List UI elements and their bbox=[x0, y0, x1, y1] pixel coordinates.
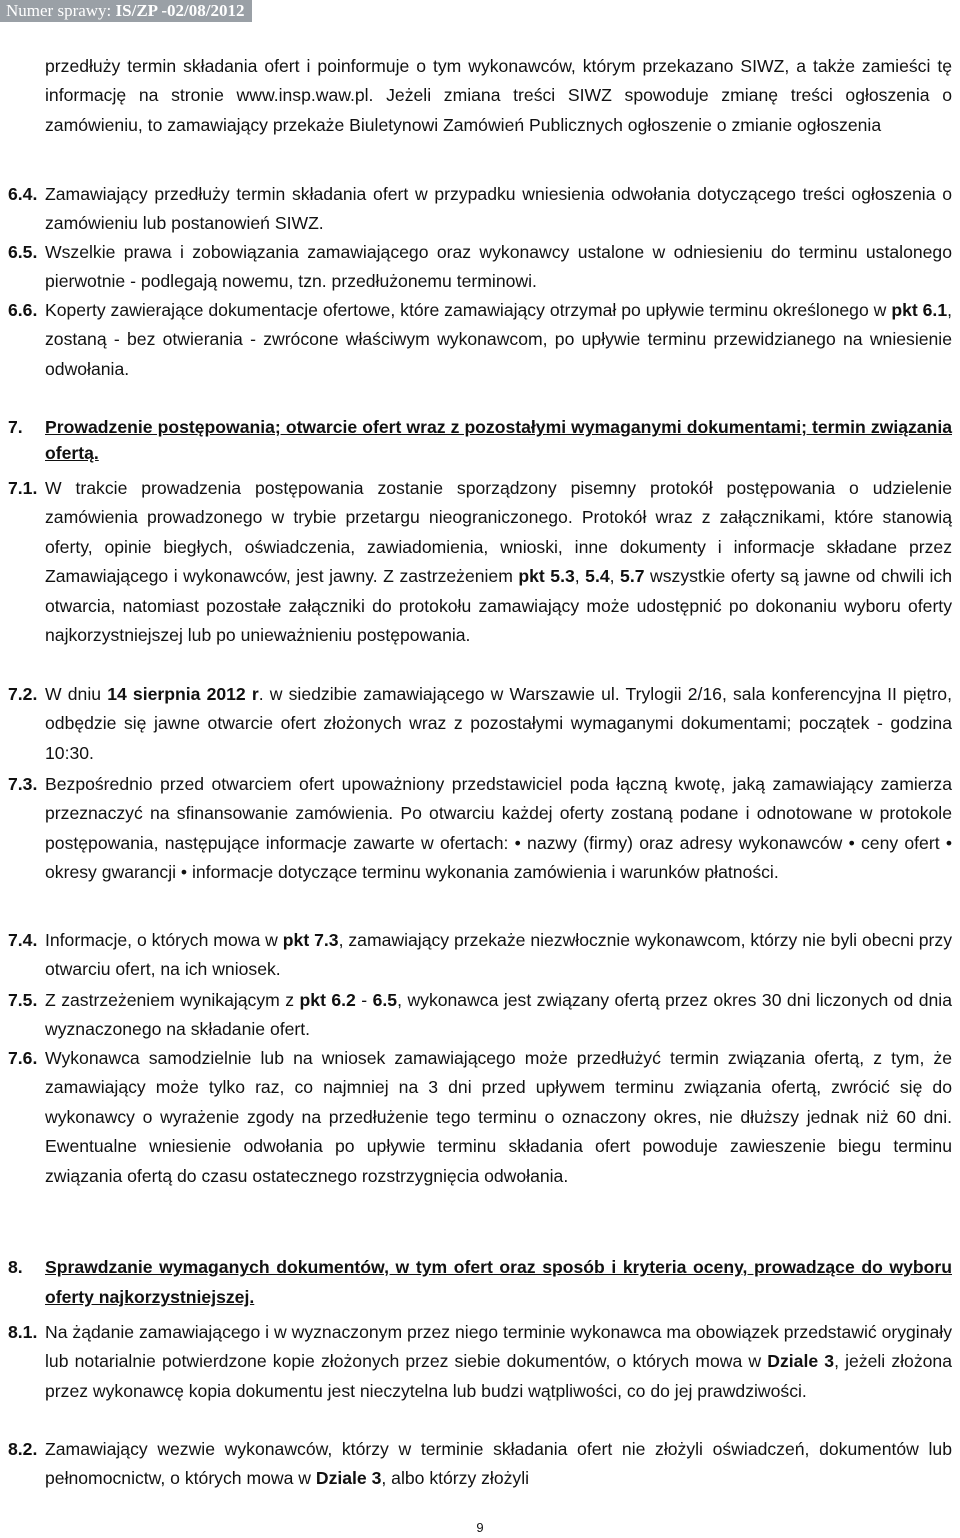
section-7-3-text: Bezpośrednio przed otwarciem ofert upoważniony przedstawiciel poda łączną kwotę, jaką zamawiający zamierza przeznaczyć na sfinansowanie zamówienia. Po otwarciu każdej oferty zostaną podane i odnotowane w protokole postępowania, następujące informacje zawarte w ofertach: • nazwy (firmy) oraz adresy wykonawców • ceny ofert • okresy gwarancji • informacje dotyczące terminu wykonania zamówienia i warunków płatności. bbox=[45, 774, 952, 883]
section-6-4-text: Zamawiający przedłuży termin składania ofert w przypadku wniesienia odwołania dotyczącego treści ogłoszenia o zamówieniu lub postanowień SIWZ. bbox=[45, 184, 952, 234]
page-number: 9 bbox=[476, 1520, 484, 1535]
paragraph-continuation: przedłuży termin składania ofert i poinformuje o tym wykonawców, którym przekazano SIWZ, a także zamieści tę informację na stronie www.insp.waw.pl. Jeżeli zmiana treści SIWZ spowoduje zmianę treści ogłoszenia o zamówieniu, to zamawiający przekaże Biuletynowi Zamówień Publicznych ogłoszenie o zmianie ogłoszenia bbox=[45, 56, 952, 135]
section-7-6-text: Wykonawca samodzielnie lub na wniosek zamawiającego może przedłużyć termin związania ofertą, z tym, że zamawiający może tylko raz, co najmniej na 3 dni przed upływem terminu związania ofertą, zwrócić się do wykonawcy o wyrażenie zgody na przedłużenie tego terminu o oznaczony okres, nie dłuższy jednak niż 60 dni. Ewentualne wniesienie odwołania po upływie terminu składania ofert powoduje zawieszenie biegu terminu związania ofertą do czasu ostatecznego rozstrzygnięcia odwołania. bbox=[45, 1048, 952, 1186]
section-8-2-text: Zamawiający wezwie wykonawców, którzy w terminie składania ofert nie złożyli oświadczeń, dokumentów lub pełnomocnictw, o których mowa w Dziale 3, albo którzy złożyli bbox=[45, 1439, 952, 1489]
section-7-5-text: Z zastrzeżeniem wynikającym z pkt 6.2 - 6.5, wykonawca jest związany ofertą przez okres 30 dni liczonych od dnia wyznaczonego na składanie ofert. bbox=[45, 990, 952, 1040]
bullet-icon: • bbox=[180, 862, 188, 883]
section-7-5-number: 7.5. bbox=[8, 990, 38, 1010]
section-7-3-number: 7.3. bbox=[8, 774, 38, 794]
section-7-heading: Prowadzenie postępowania; otwarcie ofert wraz z pozostałymi wymaganymi dokumentami; termin związania ofertą. bbox=[45, 417, 952, 463]
section-8-1-text: Na żądanie zamawiającego i w wyznaczonym przez niego terminie wykonawca ma obowiązek przedstawić oryginały lub notarialnie potwierdzone kopie złożonych przez siebie dokumentów, o których mowa w Dziale 3, jeżeli złożona przez wykonawcę kopia dokumentu jest nieczytelna lub budzi wątpliwości, co do jej prawdziwości. bbox=[45, 1322, 952, 1401]
section-7-1-number: 7.1. bbox=[8, 478, 38, 498]
section-7-1-text: W trakcie prowadzenia postępowania zostanie sporządzony pisemny protokół postępowania o udzielenie zamówienia prowadzonego w trybie przetargu nieograniczonego. Protokół wraz z załącznikami, które stanowią oferty, opinie biegłych, oświadczenia, zawiadomienia, wnioski, inne dokumenty i informacje składane przez Zamawiającego i wykonawców, jest jawny. Z zastrzeżeniem pkt 5.3, 5.4, 5.7 wszystkie oferty są jawne od chwili ich otwarcia, natomiast pozostałe załączniki do protokołu zamawiający może udostępnić po dokonaniu wyboru oferty najkorzystniejszej lub po unieważnieniu postępowania. bbox=[45, 478, 952, 646]
case-number-value: IS/ZP -02/08/2012 bbox=[115, 1, 245, 20]
section-7-4-number: 7.4. bbox=[8, 930, 38, 950]
section-7-2-text: W dniu 14 sierpnia 2012 r. w siedzibie zamawiającego w Warszawie ul. Trylogii 2/16, sala konferencyjna II piętro, odbędzie się jawne otwarcie ofert złożonych wraz z pozostałymi wymaganymi dokumentami; początek - godzina 10:30. bbox=[45, 684, 952, 763]
section-7-2-number: 7.2. bbox=[8, 684, 38, 704]
section-8-2-number: 8.2. bbox=[8, 1439, 38, 1459]
section-8-heading: Sprawdzanie wymaganych dokumentów, w tym ofert oraz sposób i kryteria oceny, prowadzące do wyboru oferty najkorzystniejszej. bbox=[45, 1257, 952, 1307]
section-6-4-number: 6.4. bbox=[8, 184, 38, 204]
section-6-5-number: 6.5. bbox=[8, 242, 38, 262]
section-6-6-text: Koperty zawierające dokumentacje ofertowe, które zamawiający otrzymał po upływie terminu określonego w pkt 6.1, zostaną - bez otwierania - zwrócone właściwym wykonawcom, po upływie terminu przewidzianego na wniesienie odwołania. bbox=[45, 300, 952, 379]
section-6-5-text: Wszelkie prawa i zobowiązania zamawiającego oraz wykonawcy ustalone w odniesieniu do terminu ustalonego pierwotnie - podlegają nowemu, tzn. przedłużonemu terminowi. bbox=[45, 242, 952, 292]
section-7-6-number: 7.6. bbox=[8, 1048, 38, 1068]
section-6-6-number: 6.6. bbox=[8, 300, 38, 320]
section-7-number: 7. bbox=[8, 417, 23, 437]
section-8-number: 8. bbox=[8, 1257, 23, 1277]
bullet-icon: • bbox=[848, 832, 855, 853]
bullet-icon: • bbox=[514, 832, 521, 853]
section-8-1-number: 8.1. bbox=[8, 1322, 38, 1342]
case-number-label: Numer sprawy: bbox=[6, 1, 112, 20]
bullet-icon: • bbox=[945, 832, 952, 853]
section-7-4-text: Informacje, o których mowa w pkt 7.3, zamawiający przekaże niezwłocznie wykonawcom, którzy nie byli obecni przy otwarciu ofert, na ich wniosek. bbox=[45, 930, 952, 980]
